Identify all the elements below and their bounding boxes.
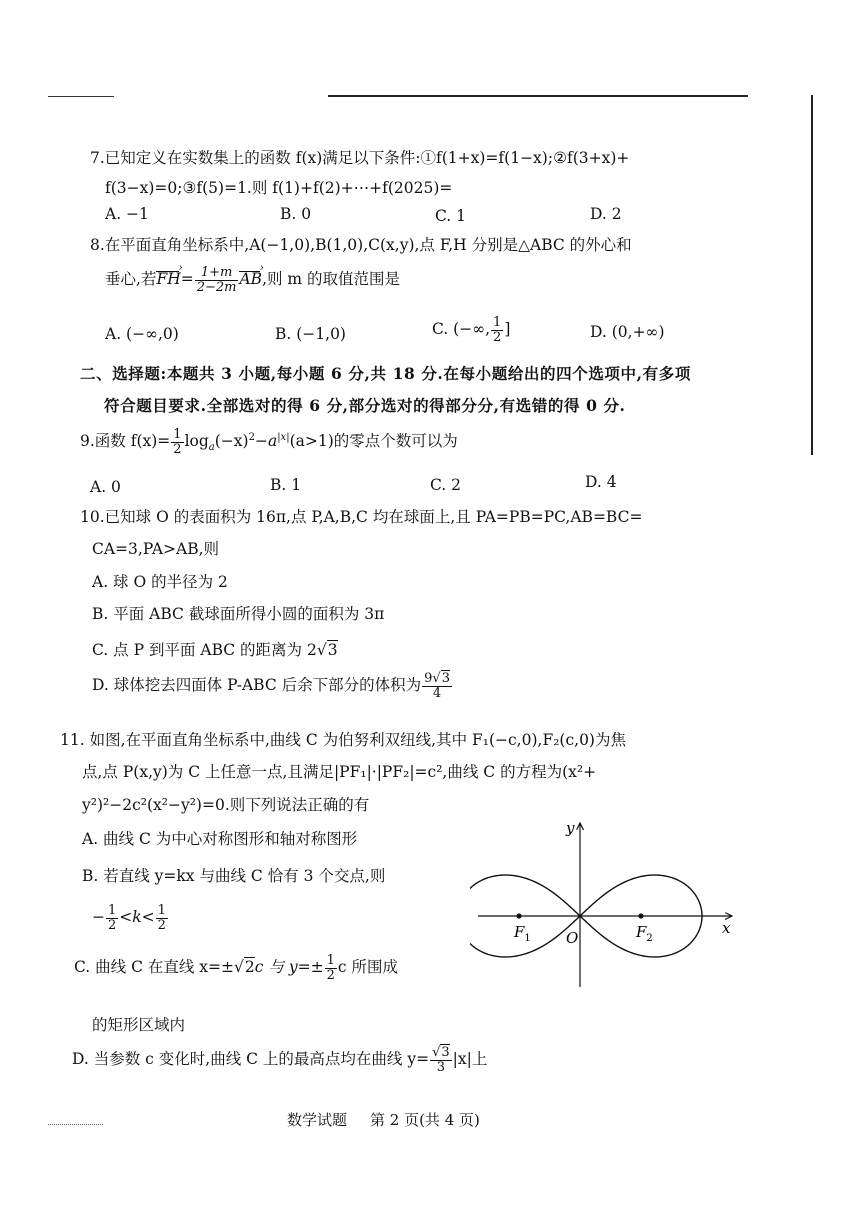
q11-opt-c1-pre: C. 曲线 C 在直线 x=± — [74, 958, 235, 977]
q8-line1: 8.在平面直角坐标系中,A(−1,0),B(1,0),C(x,y),点 F,H 分别是△ABC 的外心和 — [90, 236, 632, 254]
q11-line1: 11. 如图,在平面直角坐标系中,曲线 C 为伯努利双纽线,其中 F₁(−c,0),F₂(c,0)为焦 — [60, 731, 626, 749]
q9-option-c: C. 2 — [430, 476, 462, 494]
q8-option-a: A. (−∞,0) — [105, 325, 179, 343]
q8-option-d: D. (0,+∞) — [590, 323, 665, 341]
q9-square: 2 — [248, 431, 255, 443]
q9-option-b: B. 1 — [270, 476, 302, 494]
q9-tail: (a>1)的零点个数可以为 — [289, 432, 458, 451]
focus-f1-point — [516, 913, 521, 918]
q8-option-c — [432, 316, 510, 344]
q7-option-d: D. 2 — [590, 205, 622, 223]
figure-x-label: x — [722, 919, 731, 937]
section2-line2: 符合题目要求.全部选对的得 6 分,部分选对的得部分分,有选错的得 0 分. — [104, 396, 626, 415]
q10-opt-d-num: 9√3 — [424, 671, 450, 686]
q10-opt-d-pre: D. 球体挖去四面体 P-ABC 后余下部分的体积为 — [92, 676, 422, 695]
q8-frac-num: 1+m — [195, 266, 239, 281]
figure-f1-label — [513, 923, 531, 944]
figure-f2-label — [635, 923, 653, 944]
q11-line2: 点,点 P(x,y)为 C 上任意一点,且满足|PF₁|·|PF₂|=c²,曲线 C 的方程为(x²+ — [82, 763, 597, 781]
q9-log-base: a — [208, 442, 215, 454]
figure-f2-sub: 2 — [646, 933, 653, 944]
footer-page: 第 2 页(共 4 页) — [370, 1111, 480, 1129]
q8-vector-ab: AB › — [239, 270, 262, 288]
q11-opt-b2-num2: 1 — [157, 903, 166, 918]
header-rule-left — [48, 96, 114, 97]
q11-opt-c1-frac — [325, 954, 337, 982]
q11-opt-c1-mid: c 与 y=± — [254, 958, 324, 977]
q7-line2: f(3−x)=0;③f(5)=1.则 f(1)+f(2)+⋯+f(2025)= — [105, 179, 453, 197]
q8-line2-post: ,则 m 的取值范围是 — [262, 270, 401, 289]
q8-opt-c-den: 2 — [493, 329, 502, 345]
q9-frac-den: 2 — [173, 441, 182, 457]
q9-option-d: D. 4 — [585, 473, 617, 491]
figure-f1-letter: F — [514, 923, 525, 941]
q9-mid: (−x) — [214, 432, 249, 451]
q10-opt-c-pre: C. 点 P 到平面 ABC 的距离为 2 — [92, 641, 317, 659]
q9-log: log — [184, 432, 209, 451]
q11-opt-d-den: 3 — [436, 1059, 445, 1075]
q11-option-c1: C. 曲线 C 在直线 x=±√2c 与 y=± $\frac{1}{2}$ c 所围成 — [74, 953, 398, 983]
q9-exponent: |x| — [277, 431, 290, 443]
q8-opt-c-post: ] — [504, 320, 511, 339]
q11-line3: y²)²−2c²(x²−y²)=0.则下列说法正确的有 — [82, 796, 370, 814]
q8-frac-den: 2−2m — [196, 279, 237, 295]
q11-option-b1: B. 若直线 y=kx 与曲线 C 恰有 3 个交点,则 — [82, 867, 386, 885]
q8-opt-c-pre: C. (−∞, — [432, 320, 491, 339]
header-rule-right — [328, 95, 748, 97]
lemniscate-figure — [470, 815, 745, 995]
q11-opt-b2-mid: <k< — [119, 908, 155, 927]
q10-opt-d-den: 4 — [432, 685, 442, 701]
q11-opt-d-rad: 3 — [441, 1045, 450, 1060]
page-edge-line — [811, 95, 813, 455]
q11-opt-b2-num1: 1 — [108, 903, 117, 918]
q11-opt-d-num: √3 — [432, 1045, 450, 1060]
q11-option-b2 — [92, 904, 169, 932]
q8-line2 — [105, 266, 400, 294]
q11-opt-b2-den2: 2 — [157, 917, 166, 933]
q11-opt-d-post: |x|上 — [452, 1050, 488, 1069]
q8-fraction — [195, 266, 239, 294]
q9-option-a: A. 0 — [90, 478, 121, 496]
q10-option-c: C. 点 P 到平面 ABC 的距离为 2√3 — [92, 641, 338, 659]
q10-option-b: B. 平面 ABC 截球面所得小圆的面积为 3π — [92, 605, 385, 623]
q7-option-c: C. 1 — [435, 207, 467, 225]
q7-option-a: A. −1 — [105, 205, 149, 223]
q10-opt-d-num-rad: 3 — [441, 671, 450, 686]
q7-line1: 7.已知定义在实数集上的函数 f(x)满足以下条件:①f(1+x)=f(1−x);②f(3+x)+ — [90, 149, 630, 167]
footer-subject: 数学试题 — [287, 1111, 348, 1129]
q10-opt-d-frac — [422, 672, 452, 700]
figure-origin-label: O — [566, 929, 579, 947]
q11-opt-c1-post: c 所围成 — [337, 958, 398, 977]
section2-line1: 二、选择题:本题共 3 小题,每小题 6 分,共 18 分.在每小题给出的四个选项中,有多项 — [80, 364, 691, 383]
q10-line1: 10.已知球 O 的表面积为 16π,点 P,A,B,C 均在球面上,且 PA=PB=PC,AB=BC= — [80, 508, 643, 526]
figure-f2-letter: F — [636, 923, 647, 941]
q8-line2-pre: 垂心,若 — [105, 270, 157, 289]
q9-frac — [171, 428, 183, 456]
q11-opt-d-pre: D. 当参数 c 变化时,曲线 C 上的最高点均在曲线 y= — [72, 1050, 430, 1069]
q11-opt-c1-rad: 2 — [244, 958, 255, 977]
q11-opt-b2-frac2 — [156, 904, 168, 932]
q9-minus-a: −a — [254, 432, 278, 451]
q8-eq: = — [180, 270, 194, 289]
figure-f1-sub: 1 — [524, 933, 531, 944]
q9-pre: 9.函数 f(x)= — [80, 432, 171, 451]
figure-y-label: y — [566, 819, 575, 837]
q10-option-d — [92, 672, 453, 700]
q7-option-b: B. 0 — [280, 205, 312, 223]
footer-scan-mark — [48, 1124, 103, 1125]
q8-opt-c-num: 1 — [493, 315, 502, 330]
q10-line2: CA=3,PA>AB,则 — [92, 540, 220, 558]
q11-opt-b2-frac1 — [106, 904, 118, 932]
q8-option-b: B. (−1,0) — [275, 325, 346, 343]
q9-frac-num: 1 — [173, 427, 182, 442]
q8-vector-fh: FH › — [156, 270, 180, 288]
q10-opt-d-num-coef: 9 — [424, 671, 433, 686]
q11-opt-d-frac — [430, 1046, 452, 1074]
q9-stem — [80, 428, 458, 456]
q11-opt-c1-den: 2 — [326, 967, 335, 983]
q8-opt-c-frac — [491, 316, 503, 344]
q10-opt-c-radicand: 3 — [327, 641, 338, 659]
q11-option-c2: 的矩形区域内 — [92, 1016, 186, 1034]
q11-opt-c1-num: 1 — [326, 953, 335, 968]
q11-option-d — [72, 1046, 487, 1074]
q11-opt-b2-minus: − — [92, 908, 105, 927]
q11-option-a: A. 曲线 C 为中心对称图形和轴对称图形 — [82, 830, 358, 848]
q10-option-a: A. 球 O 的半径为 2 — [92, 573, 228, 591]
q11-opt-b2-den1: 2 — [108, 917, 117, 933]
focus-f2-point — [638, 913, 643, 918]
